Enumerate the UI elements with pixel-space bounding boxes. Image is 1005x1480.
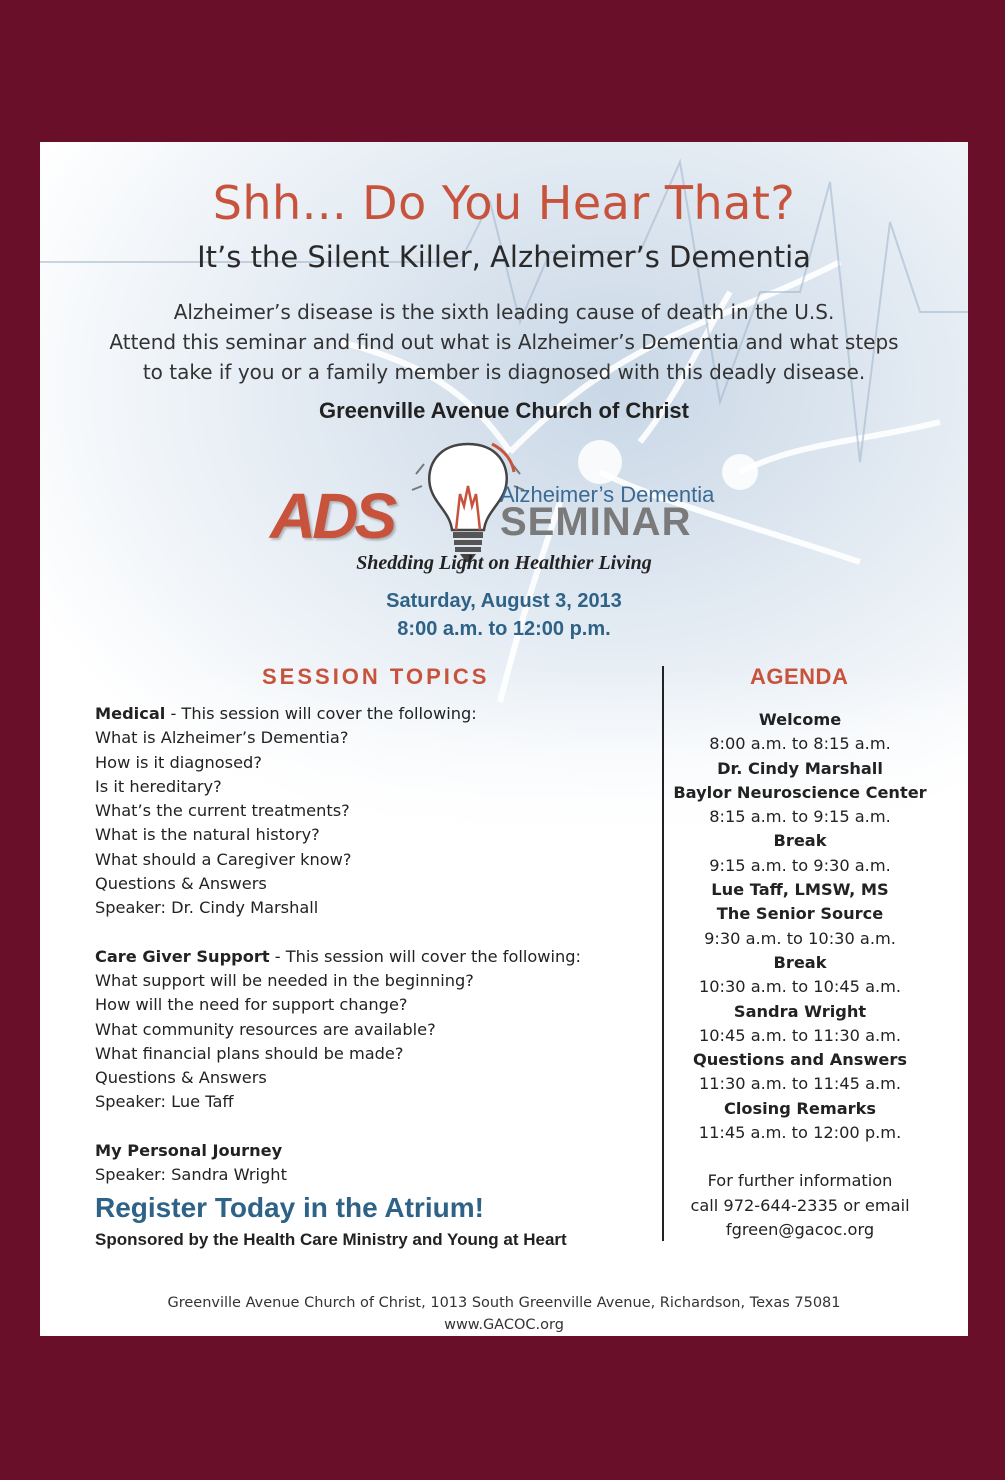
agenda-item-title: Closing Remarks — [723, 1098, 877, 1118]
agenda-item-time: 8:15 a.m. to 9:15 a.m. — [709, 807, 891, 827]
contact-email[interactable]: fgreen@gacoc.org — [725, 1219, 875, 1239]
topic-item: How will the need for support change? — [95, 995, 408, 1015]
topic-item: What financial plans should be made? — [95, 1043, 404, 1063]
agenda-item-time: 9:15 a.m. to 9:30 a.m. — [709, 855, 891, 875]
journey-title-text: My Personal Journey — [95, 1140, 283, 1160]
intro-line: to take if you or a family member is diagnosed with this deadly disease. — [142, 360, 866, 384]
medical-session-title-line — [95, 702, 650, 726]
agenda-item-title: Questions and Answers — [692, 1050, 907, 1070]
journey-session-title — [95, 1139, 650, 1163]
event-time: 8:00 a.m. to 12:00 p.m. — [397, 618, 611, 640]
session-topics-heading: SESSION TOPICS — [262, 664, 490, 689]
logo-title: Alzheimer’s Dementia — [500, 482, 715, 507]
sponsor-line: Sponsored by the Health Care Ministry and Young at Heart — [95, 1230, 567, 1249]
intro-line: Attend this seminar and find out what is Alzheimer’s Dementia and what steps — [109, 330, 899, 354]
medical-session-title: Medical — [95, 704, 166, 723]
medical-session-intro: - This session will cover the following: — [165, 704, 477, 723]
footer-address: Greenville Avenue Church of Christ, 1013 South Greenville Avenue, Richardson, Texas 75081 — [167, 1295, 841, 1311]
agenda-heading: AGENDA — [750, 664, 849, 689]
agenda-item-title: Dr. Cindy Marshall — [717, 758, 883, 778]
caregiver-session-title: Care Giver Support — [95, 946, 270, 966]
topic-item: Questions & Answers — [95, 1068, 267, 1088]
topic-item: What community resources are available? — [95, 1019, 436, 1039]
flyer-sheet — [40, 142, 968, 1336]
agenda-item-title: The Senior Source — [716, 904, 884, 924]
agenda-item-title: Break — [773, 831, 827, 851]
intro-line: Alzheimer’s disease is the sixth leading cause of death in the U.S. — [173, 300, 835, 324]
church-name: Greenville Avenue Church of Christ — [318, 398, 689, 423]
agenda-item-title: Lue Taff, LMSW, MS — [711, 880, 889, 900]
footer — [40, 1292, 968, 1336]
agenda-item-title: Baylor Neuroscience Center — [673, 782, 927, 802]
intro-paragraph — [80, 297, 928, 387]
agenda-item-time: 11:30 a.m. to 11:45 a.m. — [698, 1074, 902, 1094]
topic-speaker: Speaker: Lue Taff — [95, 1092, 234, 1112]
topic-item: What’s the current treatments? — [95, 801, 350, 821]
topic-speaker: Speaker: Dr. Cindy Marshall — [95, 898, 319, 918]
contact-line: For further information — [707, 1171, 893, 1191]
topic-item: What is Alzheimer’s Dementia? — [95, 728, 349, 748]
agenda-item-time: 8:00 a.m. to 8:15 a.m. — [709, 734, 891, 754]
event-date: Saturday, August 3, 2013 — [386, 590, 622, 612]
contact-line: call 972-644-2335 or email — [690, 1195, 910, 1215]
session-topics — [95, 702, 650, 1187]
headline: Shh... Do You Hear That? — [212, 176, 796, 230]
topic-item: What support will be needed in the beginning? — [95, 970, 474, 990]
topic-speaker: Speaker: Sandra Wright — [95, 1165, 287, 1185]
caregiver-session-intro: - This session will cover the following: — [269, 946, 581, 966]
topic-item: What should a Caregiver know? — [95, 849, 352, 869]
topic-item: What is the natural history? — [95, 825, 320, 845]
topic-item: Questions & Answers — [95, 874, 267, 894]
column-divider — [662, 666, 664, 1241]
agenda-item-time: 9:30 a.m. to 10:30 a.m. — [704, 928, 896, 948]
agenda-item-time: 11:45 a.m. to 12:00 p.m. — [698, 1123, 902, 1143]
agenda-item-time: 10:30 a.m. to 10:45 a.m. — [698, 977, 902, 997]
topic-item: How is it diagnosed? — [95, 752, 262, 772]
topic-item: Is it hereditary? — [95, 776, 222, 796]
register-callout: Register Today in the Atrium! — [95, 1192, 484, 1223]
agenda-item-title: Welcome — [758, 710, 842, 729]
agenda-item-time: 10:45 a.m. to 11:30 a.m. — [698, 1025, 902, 1045]
caregiver-session-title-line — [95, 945, 650, 969]
logo-abbrev: ADS — [270, 480, 394, 552]
agenda-item-title: Break — [773, 952, 827, 972]
agenda-list — [670, 708, 930, 1242]
tagline: Shedding Light on Healthier Living — [356, 552, 652, 574]
logo-seminar: SEMINAR — [500, 500, 692, 544]
footer-website[interactable]: www.GACOC.org — [444, 1317, 564, 1333]
agenda-item-title: Sandra Wright — [733, 1001, 867, 1021]
subheadline: It’s the Silent Killer, Alzheimer’s Dementia — [197, 240, 811, 274]
